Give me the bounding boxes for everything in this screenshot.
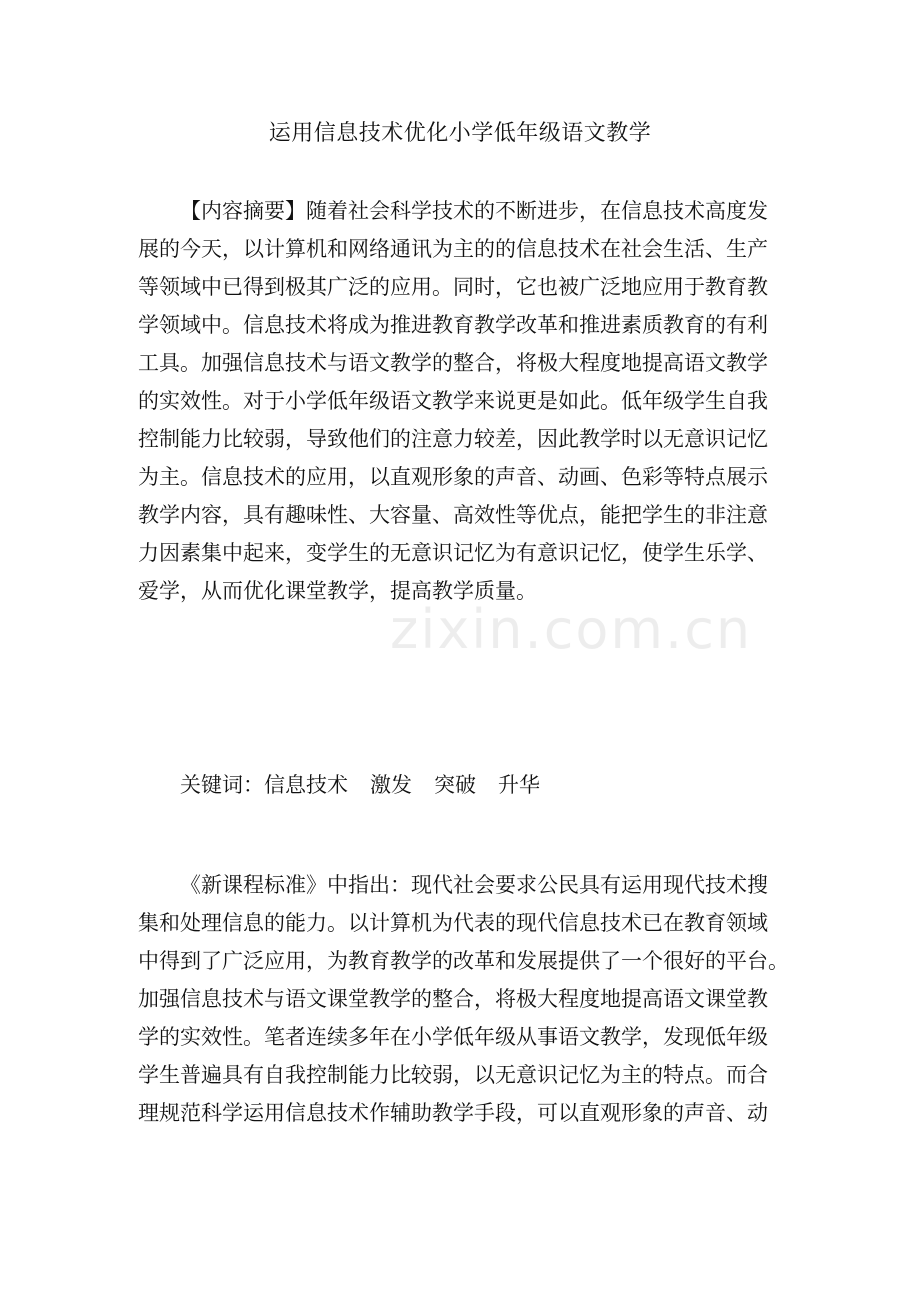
abstract-line: 控制能力比较弱，导致他们的注意力较差，因此教学时以无意识记忆 [138, 427, 768, 451]
abstract-line: 展的今天，以计算机和网络通讯为主的的信息技术在社会生活、生产 [138, 237, 768, 261]
body-paragraph [138, 866, 788, 1132]
body-line: 集和处理信息的能力。以计算机为代表的现代信息技术已在教育领域 [138, 911, 768, 935]
keywords-line [138, 766, 788, 804]
abstract-line: 为主。信息技术的应用，以直观形象的声音、动画、色彩等特点展示 [138, 465, 768, 489]
keyword-item: 突破 [434, 773, 476, 797]
body-line: 理规范科学运用信息技术作辅助教学手段，可以直观形象的声音、动 [138, 1101, 768, 1125]
keyword-item: 升华 [498, 773, 540, 797]
body-line: 中得到了广泛应用，为教育教学的改革和发展提供了一个很好的平台。 [138, 949, 789, 973]
abstract-line: 【内容摘要】随着社会科学技术的不断进步，在信息技术高度发 [180, 199, 768, 223]
body-line: 学生普遍具有自我控制能力比较弱，以无意识记忆为主的特点。而合 [138, 1063, 768, 1087]
abstract-line: 力因素集中起来，变学生的无意识记忆为有意识记忆，使学生乐学、 [138, 541, 768, 565]
abstract-line: 教学内容，具有趣味性、大容量、高效性等优点，能把学生的非注意 [138, 503, 768, 527]
watermark: zixin.com.cn [390, 598, 753, 661]
document-title: 运用信息技术优化小学低年级语文教学 [268, 121, 652, 146]
keywords-label: 关键词： [180, 773, 264, 797]
abstract-line: 工具。加强信息技术与语文教学的整合，将极大程度地提高语文教学 [138, 351, 768, 375]
abstract-paragraph [138, 192, 788, 610]
body-line: 加强信息技术与语文课堂教学的整合，将极大程度地提高语文课堂教 [138, 987, 768, 1011]
abstract-line: 等领域中已得到极其广泛的应用。同时，它也被广泛地应用于教育教 [138, 275, 768, 299]
abstract-line: 爱学，从而优化课堂教学，提高教学质量。 [138, 579, 537, 603]
body-line: 学的实效性。笔者连续多年在小学低年级从事语文教学，发现低年级 [138, 1025, 768, 1049]
abstract-line: 学领域中。信息技术将成为推进教育教学改革和推进素质教育的有利 [138, 313, 768, 337]
keyword-item: 激发 [370, 773, 412, 797]
keyword-item: 信息技术 [264, 773, 348, 797]
abstract-line: 的实效性。对于小学低年级语文教学来说更是如此。低年级学生自我 [138, 389, 768, 413]
body-line: 《新课程标准》中指出：现代社会要求公民具有运用现代技术搜 [180, 873, 768, 897]
